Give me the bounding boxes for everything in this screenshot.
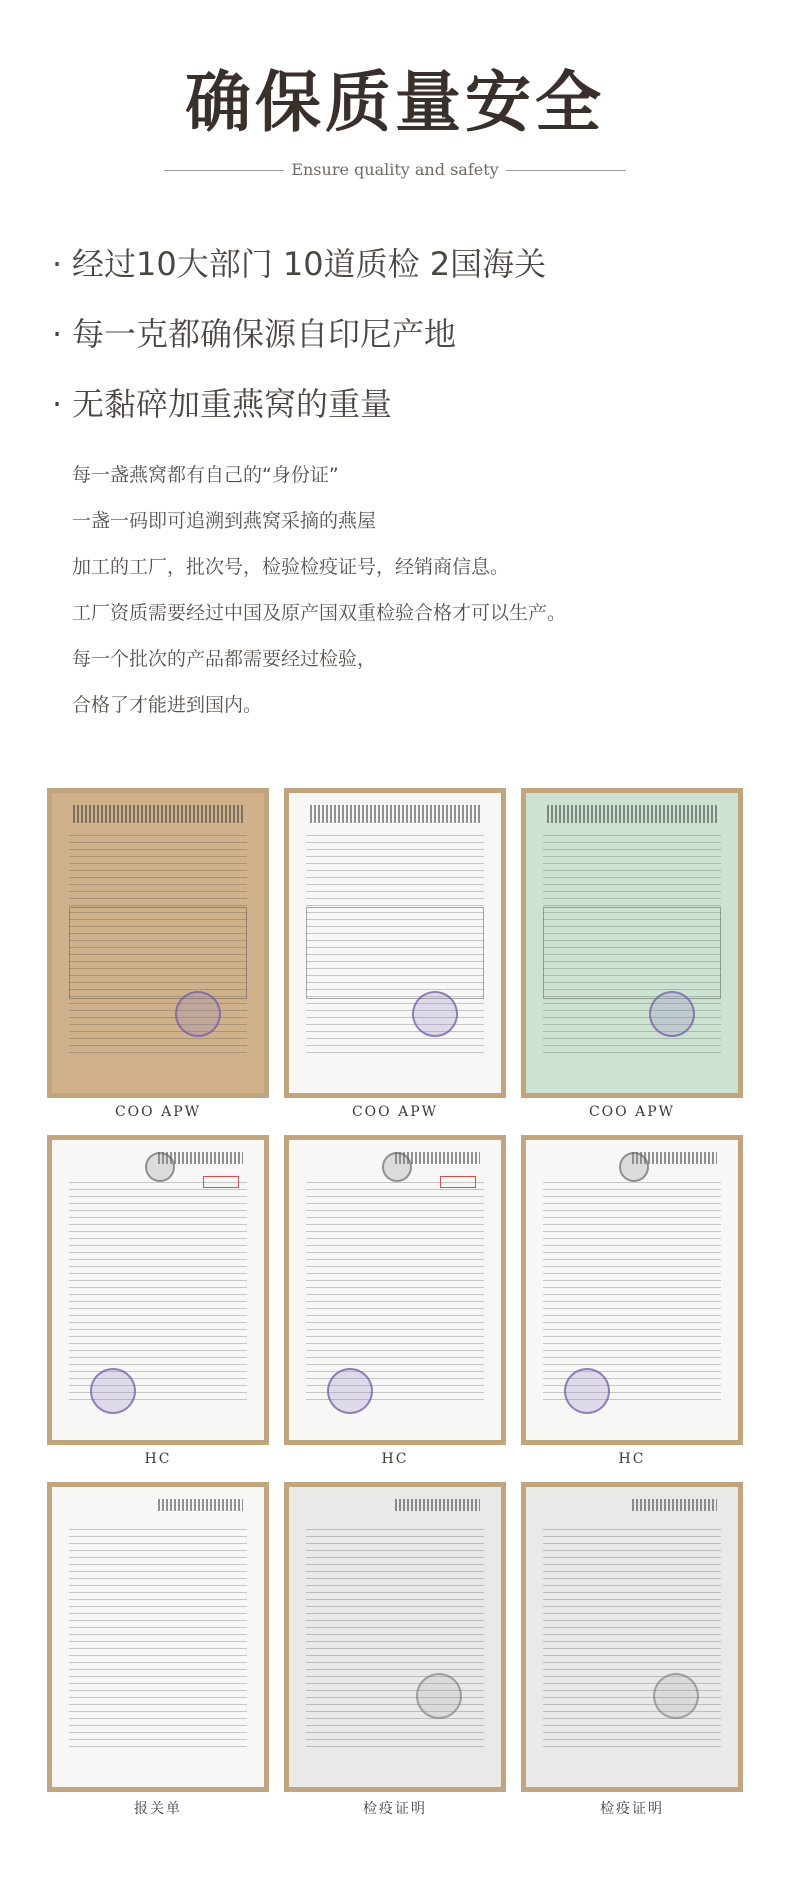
certificate-card	[47, 788, 269, 1134]
certificate-caption: 报关单	[134, 1801, 182, 1817]
description-paragraph	[72, 452, 732, 728]
feature-text: 每一克都确保源自印尼产地	[72, 315, 457, 353]
official-stamp-icon	[90, 1368, 136, 1414]
divider-left	[164, 170, 284, 171]
certificate-frame	[47, 1135, 269, 1445]
emblem-icon	[619, 1152, 649, 1182]
bullet-dot: ·	[52, 385, 63, 423]
official-stamp-icon	[412, 991, 458, 1037]
description-line: 每一盏燕窝都有自己的“身份证”	[72, 464, 339, 486]
certificate-caption: COO APW	[351, 1104, 439, 1120]
certificate-image	[526, 1140, 738, 1440]
barcode-graphic	[73, 805, 243, 823]
certificate-card	[47, 1135, 269, 1481]
official-stamp-icon	[649, 991, 695, 1037]
certificate-caption: COO APW	[588, 1104, 676, 1120]
serial-tag	[440, 1176, 476, 1188]
official-stamp-icon	[327, 1368, 373, 1414]
divider-right	[506, 170, 626, 171]
feature-item	[52, 236, 752, 306]
official-stamp-icon	[564, 1368, 610, 1414]
document-text-lines	[69, 1529, 247, 1751]
certificate-card	[284, 1135, 506, 1481]
emblem-icon	[145, 1152, 175, 1182]
certificate-image	[52, 793, 264, 1093]
feature-item	[52, 376, 752, 446]
certificate-card	[521, 1135, 743, 1481]
certificate-caption: 检疫证明	[600, 1801, 664, 1817]
certificate-card	[47, 1482, 269, 1828]
certificate-image	[526, 1487, 738, 1787]
certificate-frame	[284, 1482, 506, 1792]
certificate-image	[289, 1140, 501, 1440]
description-line: 合格了才能进到国内。	[72, 694, 263, 716]
certificate-image	[289, 1487, 501, 1787]
feature-list	[52, 236, 752, 446]
certificate-caption: HC	[381, 1451, 409, 1467]
certificate-card	[284, 788, 506, 1134]
official-stamp-icon	[653, 1673, 699, 1719]
table-box	[306, 907, 484, 999]
document-text-lines	[306, 1182, 484, 1404]
document-text-lines	[543, 1529, 721, 1751]
page-title: 确保质量安全	[185, 63, 605, 141]
certificate-frame	[521, 788, 743, 1098]
document-text-lines	[543, 1182, 721, 1404]
certificate-caption: HC	[144, 1451, 172, 1467]
feature-text: 无黏碎加重燕窝的重量	[72, 385, 393, 423]
certificate-card	[521, 788, 743, 1134]
subtitle-row	[0, 158, 790, 182]
certificate-caption: COO APW	[114, 1104, 202, 1120]
certificate-image	[52, 1140, 264, 1440]
barcode-graphic	[547, 805, 717, 823]
barcode-graphic	[395, 1499, 480, 1511]
certificate-frame	[284, 788, 506, 1098]
bullet-dot: ·	[52, 245, 63, 283]
barcode-graphic	[632, 1499, 717, 1511]
feature-text: 经过10大部门 10道质检 2国海关	[72, 245, 547, 283]
certificate-frame	[284, 1135, 506, 1445]
official-stamp-icon	[175, 991, 221, 1037]
feature-item	[52, 306, 752, 376]
description-line: 一盏一码即可追溯到燕窝采摘的燕屋	[72, 510, 377, 532]
certificate-image	[526, 793, 738, 1093]
certificate-card	[284, 1482, 506, 1828]
official-stamp-icon	[416, 1673, 462, 1719]
table-box	[543, 907, 721, 999]
description-line: 每一个批次的产品都需要经过检验，	[72, 648, 377, 670]
certificate-frame	[47, 1482, 269, 1792]
serial-tag	[203, 1176, 239, 1188]
certificate-frame	[521, 1482, 743, 1792]
description-line: 工厂资质需要经过中国及原产国双重检验合格才可以生产。	[72, 602, 567, 624]
certificate-caption: HC	[618, 1451, 646, 1467]
emblem-icon	[382, 1152, 412, 1182]
certificate-image	[289, 793, 501, 1093]
description-line: 加工的工厂，批次号，检验检疫证号，经销商信息。	[72, 556, 510, 578]
certificate-frame	[521, 1135, 743, 1445]
document-text-lines	[69, 1182, 247, 1404]
document-text-lines	[306, 1529, 484, 1751]
bullet-dot: ·	[52, 315, 63, 353]
barcode-graphic	[158, 1499, 243, 1511]
barcode-graphic	[310, 805, 480, 823]
page-subtitle: Ensure quality and safety	[291, 160, 499, 179]
certificate-frame	[47, 788, 269, 1098]
certificate-caption: 检疫证明	[363, 1801, 427, 1817]
certificate-card	[521, 1482, 743, 1828]
table-box	[69, 907, 247, 999]
certificate-image	[52, 1487, 264, 1787]
